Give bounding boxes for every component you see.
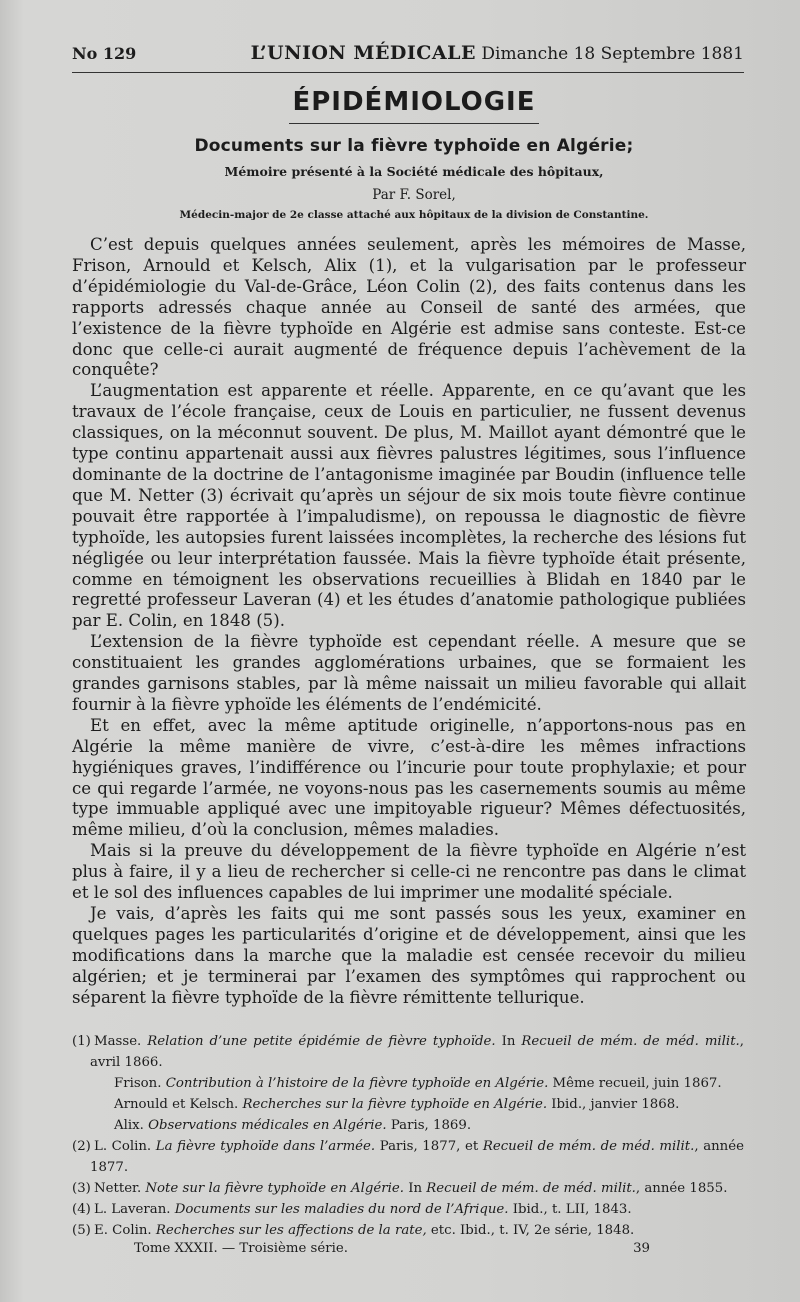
footnote: Frison. Contribution à l’histoire de la fièvre typhoïde en Algérie. Même recueil, juin 1867. (114, 1075, 722, 1091)
issue-number: No 129 (72, 44, 137, 63)
page-number: 39 (633, 1240, 650, 1256)
footnote: Arnould et Kelsch. Recherches sur la fièvre typhoïde en Algérie. Ibid., janvier 1868. (114, 1096, 680, 1112)
paragraph: L’augmentation est apparente et réelle. Apparente, en ce qu’avant que les travaux de l’école française, ceux de Louis en particulier, ne fussent devenus classiques, on la méconnut souvent. De plus, M. Maillot ayant démontré que le type continu appartenait aussi aux fièvres palustres légitimes, sous l’influence dominante de la doctrine de l’antagonisme imaginée par Boudin (influence telle que M. Netter (3) écrivait qu’après un séjour de six mois toute fièvre continue pouvait être rapportée à l’impaludisme), on repoussa le diagnostic de fièvre typhoïde, les autopsies furent laissées incomplètes, la recherche des lésions fut négligée ou leur interprétation faussée. Mais la fièvre typhoïde était présente, comme en témoignent les observations recueillies à Blidah en 1840 par le regretté professeur Laveran (4) et les études d’anatomie pathologique publiées par E. Colin, en 1848 (5). (72, 381, 746, 631)
footnote: (2) L. Colin. La fièvre typhoïde dans l’armée. Paris, 1877, et Recueil de mém. de méd. milit., année 1877. (72, 1138, 744, 1175)
footnote: (4) L. Laveran. Documents sur les maladies du nord de l’Afrique. Ibid., t. LII, 1843. (72, 1201, 632, 1217)
footnote: (1) Masse. Relation d’une petite épidémie de fièvre typhoïde. In Recueil de mém. de méd. milit., avril 1866. (72, 1033, 744, 1070)
running-header (72, 42, 744, 73)
header-right (251, 42, 744, 64)
issue-date: Dimanche 18 Septembre 1881 (481, 44, 744, 64)
footnote: (3) Netter. Note sur la fièvre typhoïde en Algérie. In Recueil de mém. de méd. milit., année 1855. (72, 1180, 728, 1196)
footnote: (5) E. Colin. Recherches sur les affections de la rate, etc. Ibid., t. IV, 2e série, 1848. (72, 1222, 635, 1238)
title-rule (289, 123, 539, 124)
article-author: Par F. Sorel, (372, 187, 456, 203)
footnotes (72, 1031, 744, 1241)
page-footer (72, 1241, 650, 1256)
volume-info: Tome XXXII. — Troisième série. (134, 1240, 348, 1256)
paragraph: L’extension de la fièvre typhoïde est cependant réelle. A mesure que se constituaient les grandes agglomérations urbaines, que se formaient les grandes garnisons stables, par là même naissait un milieu favorable qui allait fournir à la fièvre yphoïde les éléments de l’endémicité. (72, 632, 746, 714)
author-affiliation: Médecin-major de 2e classe attaché aux hôpitaux de la division de Constantine. (179, 209, 649, 221)
article-title: Documents sur la fièvre typhoïde en Algérie; (194, 136, 634, 156)
paragraph: C’est depuis quelques années seulement, après les mémoires de Masse, Frison, Arnould et Kelsch, Alix (1), et la vulgarisation par le professeur d’épidémiologie du Val-de-Grâce, Léon Colin (2), des faits contenus dans les rapports adressés chaque année au Conseil de santé des armées, que l’existence de la fièvre typhoïde en Algérie est admise sans conteste. Est-ce donc que celle-ci aurait augmenté de fréquence depuis l’achèvement de la conquête? (72, 235, 746, 380)
article-subtitle: Mémoire présenté à la Société médicale des hôpitaux, (224, 164, 604, 179)
article-body (72, 235, 746, 1009)
paragraph: Mais si la preuve du développement de la fièvre typhoïde en Algérie n’est plus à faire, il y a lieu de rechercher si celle-ci ne rencontre pas dans le climat et le sol des influences capables de lui imprimer une modalité spéciale. (72, 841, 746, 903)
footnote: Alix. Observations médicales en Algérie. Paris, 1869. (114, 1117, 472, 1133)
paragraph: Je vais, d’après les faits qui me sont passés sous les yeux, examiner en quelques pages les particularités d’origine et de développement, ainsi que les modifications dans la marche que la maladie est censée recevoir du milieu algérien; et je terminerai par l’examen des symptômes qui rapprochent ou séparent la fièvre typhoïde de la fièvre rémittente tellurique. (72, 904, 746, 1007)
section-title: ÉPIDÉMIOLOGIE (292, 87, 536, 117)
journal-name: L’UNION MÉDICALE (250, 42, 476, 64)
paragraph: Et en effet, avec la même aptitude originelle, n’apportons-nous pas en Algérie la même manière de vivre, c’est-à-dire les mêmes infractions hygiéniques graves, l’indifférence ou l’incurie pour toute prophylaxie; et pour ce qui regarde l’armée, ne voyons-nous pas les casernements soumis au même type immuable appliqué avec une impitoyable rigueur? Mêmes défectuosités, même milieu, d’où la conclusion, mêmes maladies. (72, 715, 746, 840)
